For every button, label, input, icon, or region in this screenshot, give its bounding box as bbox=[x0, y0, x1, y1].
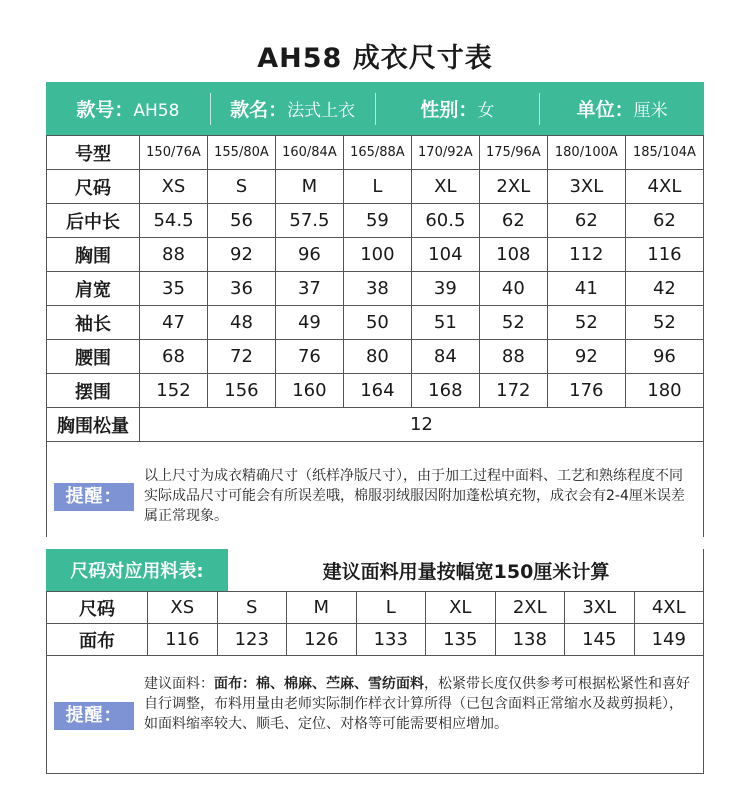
size-table-cell: 56 bbox=[207, 204, 275, 238]
fabric-table-cell: 4XL bbox=[634, 592, 704, 624]
size-table-cell: 62 bbox=[625, 204, 703, 238]
style-number-key: 款号： bbox=[76, 99, 134, 121]
fabric-table-cell: 116 bbox=[148, 624, 218, 656]
style-number bbox=[46, 95, 210, 122]
size-table-cell: 51 bbox=[411, 306, 479, 340]
size-table-cell: 176 bbox=[547, 374, 625, 408]
fabric-table-cell: S bbox=[217, 592, 287, 624]
info-header bbox=[46, 82, 704, 135]
size-table-row-label: 号型 bbox=[47, 136, 140, 170]
size-table-cell: 185/104A bbox=[625, 136, 703, 170]
style-name-key: 款名： bbox=[230, 99, 288, 121]
reminder-badge-2: 提醒： bbox=[54, 702, 134, 730]
fabric-table-cell: XL bbox=[426, 592, 496, 624]
style-name-value: 法式上衣 bbox=[287, 101, 356, 121]
size-table-row bbox=[47, 170, 704, 204]
fabric-table-cell: 2XL bbox=[495, 592, 565, 624]
size-table-cell: 4XL bbox=[625, 170, 703, 204]
size-table-cell: 42 bbox=[625, 272, 703, 306]
size-table-row bbox=[47, 272, 704, 306]
fabric-band-label: 尺码对应用料表: bbox=[46, 549, 228, 591]
size-table-cell: M bbox=[275, 170, 343, 204]
gender-value: 女 bbox=[477, 101, 495, 121]
size-table-cell: 165/88A bbox=[343, 136, 411, 170]
unit-value: 厘米 bbox=[633, 101, 668, 121]
size-table-cell: 84 bbox=[411, 340, 479, 374]
fabric-table-cell: 135 bbox=[426, 624, 496, 656]
fabric-band bbox=[46, 549, 704, 591]
size-table-cell: 57.5 bbox=[275, 204, 343, 238]
size-table-cell: 175/96A bbox=[479, 136, 547, 170]
size-table-cell: 155/80A bbox=[207, 136, 275, 170]
note2-text bbox=[144, 674, 696, 734]
size-table-cell: 172 bbox=[479, 374, 547, 408]
size-table-cell: 48 bbox=[207, 306, 275, 340]
size-table-cell: 100 bbox=[343, 238, 411, 272]
size-table-cell: 47 bbox=[140, 306, 208, 340]
size-table-cell: 39 bbox=[411, 272, 479, 306]
fabric-table-cell: XS bbox=[148, 592, 218, 624]
size-table-cell: 76 bbox=[275, 340, 343, 374]
size-table-cell: 92 bbox=[547, 340, 625, 374]
size-table-cell: 52 bbox=[625, 306, 703, 340]
ease-value: 12 bbox=[140, 408, 704, 442]
size-table-cell: 152 bbox=[140, 374, 208, 408]
size-table-cell: 35 bbox=[140, 272, 208, 306]
size-table-cell: 160/84A bbox=[275, 136, 343, 170]
ease-row bbox=[47, 408, 704, 442]
size-table-cell: 92 bbox=[207, 238, 275, 272]
size-table-cell: 96 bbox=[275, 238, 343, 272]
size-table-row-label: 袖长 bbox=[47, 306, 140, 340]
size-table-cell: XL bbox=[411, 170, 479, 204]
size-table-cell: 88 bbox=[479, 340, 547, 374]
gender bbox=[376, 95, 540, 122]
size-table-row bbox=[47, 136, 704, 170]
size-table-cell: 72 bbox=[207, 340, 275, 374]
size-table-cell: 49 bbox=[275, 306, 343, 340]
note2-rest: ，松紧带长度仅供参考可根据松紧性和喜好自行调整，布料用量由老师实际制作样衣计算所得（已包含面料正常缩水及裁剪损耗），如面料缩率较大、顺毛、定位、对格等可能需要相应增加。 bbox=[144, 676, 690, 732]
size-table-row-label: 胸围 bbox=[47, 238, 140, 272]
size-table-cell: 164 bbox=[343, 374, 411, 408]
size-table-cell: 38 bbox=[343, 272, 411, 306]
style-name bbox=[211, 95, 375, 122]
size-table-cell: 50 bbox=[343, 306, 411, 340]
size-table-row bbox=[47, 238, 704, 272]
size-table-cell: 62 bbox=[479, 204, 547, 238]
size-table-cell: 180 bbox=[625, 374, 703, 408]
fabric-table-cell: 145 bbox=[565, 624, 635, 656]
note-text: 以上尺寸为成衣精确尺寸（纸样净版尺寸），由于加工过程中面料、工艺和熟练程度不同实际成品尺寸可能会有所误差哦，棉服羽绒服因附加蓬松填充物，成衣会有2-4厘米误差属正常现象。 bbox=[144, 468, 685, 524]
size-table-cell: 2XL bbox=[479, 170, 547, 204]
size-table-cell: 68 bbox=[140, 340, 208, 374]
fabric-table-cell: 126 bbox=[287, 624, 357, 656]
size-table-cell: 104 bbox=[411, 238, 479, 272]
note2-prefix: 建议面料： bbox=[144, 676, 214, 692]
size-table-cell: 40 bbox=[479, 272, 547, 306]
size-table-cell: 168 bbox=[411, 374, 479, 408]
unit-key: 单位： bbox=[576, 99, 634, 121]
size-table-cell: 96 bbox=[625, 340, 703, 374]
fabric-table bbox=[46, 591, 704, 656]
fabric-table-cell: L bbox=[356, 592, 426, 624]
size-table-cell: 36 bbox=[207, 272, 275, 306]
size-table-row-label: 后中长 bbox=[47, 204, 140, 238]
size-table-cell: L bbox=[343, 170, 411, 204]
fabric-table-row-label: 面布 bbox=[47, 624, 148, 656]
size-table-row bbox=[47, 374, 704, 408]
size-table-cell: 112 bbox=[547, 238, 625, 272]
size-table-row-label: 腰围 bbox=[47, 340, 140, 374]
page-title: AH58 成衣尺寸表 bbox=[257, 43, 493, 74]
size-table-row-label: 尺码 bbox=[47, 170, 140, 204]
fabric-table-cell: 123 bbox=[217, 624, 287, 656]
size-table-row bbox=[47, 340, 704, 374]
unit bbox=[540, 95, 704, 122]
size-table-cell: 3XL bbox=[547, 170, 625, 204]
size-table-cell: 150/76A bbox=[140, 136, 208, 170]
size-table-cell: S bbox=[207, 170, 275, 204]
size-table-cell: 116 bbox=[625, 238, 703, 272]
fabric-table-row-label: 尺码 bbox=[47, 592, 148, 624]
size-table-cell: 60.5 bbox=[411, 204, 479, 238]
size-table-cell: XS bbox=[140, 170, 208, 204]
fabric-table-cell: 138 bbox=[495, 624, 565, 656]
ease-label: 胸围松量 bbox=[47, 408, 140, 442]
fabric-table-row bbox=[47, 624, 704, 656]
fabric-band-text: 建议面料用量按幅宽150厘米计算 bbox=[322, 560, 610, 583]
fabric-table-row bbox=[47, 592, 704, 624]
size-table-cell: 88 bbox=[140, 238, 208, 272]
size-table-cell: 170/92A bbox=[411, 136, 479, 170]
gender-key: 性别： bbox=[420, 99, 478, 121]
size-table bbox=[46, 135, 704, 442]
size-table-cell: 54.5 bbox=[140, 204, 208, 238]
size-table-row bbox=[47, 306, 704, 340]
size-table-row bbox=[47, 204, 704, 238]
size-table-cell: 80 bbox=[343, 340, 411, 374]
reminder-badge: 提醒： bbox=[54, 483, 134, 511]
fabric-table-cell: 149 bbox=[634, 624, 704, 656]
size-table-row-label: 肩宽 bbox=[47, 272, 140, 306]
size-table-cell: 62 bbox=[547, 204, 625, 238]
note2-bold: 面布：棉、棉麻、苎麻、雪纺面料 bbox=[214, 676, 424, 692]
fabric-table-cell: M bbox=[287, 592, 357, 624]
fabric-table-cell: 3XL bbox=[565, 592, 635, 624]
size-table-cell: 52 bbox=[479, 306, 547, 340]
size-table-row-label: 摆围 bbox=[47, 374, 140, 408]
fabric-table-cell: 133 bbox=[356, 624, 426, 656]
size-table-cell: 156 bbox=[207, 374, 275, 408]
size-table-cell: 108 bbox=[479, 238, 547, 272]
style-number-value: AH58 bbox=[133, 101, 180, 121]
size-table-cell: 59 bbox=[343, 204, 411, 238]
section-gap bbox=[0, 537, 750, 549]
size-table-cell: 41 bbox=[547, 272, 625, 306]
size-table-cell: 37 bbox=[275, 272, 343, 306]
size-table-cell: 160 bbox=[275, 374, 343, 408]
size-table-cell: 180/100A bbox=[547, 136, 625, 170]
size-table-cell: 52 bbox=[547, 306, 625, 340]
